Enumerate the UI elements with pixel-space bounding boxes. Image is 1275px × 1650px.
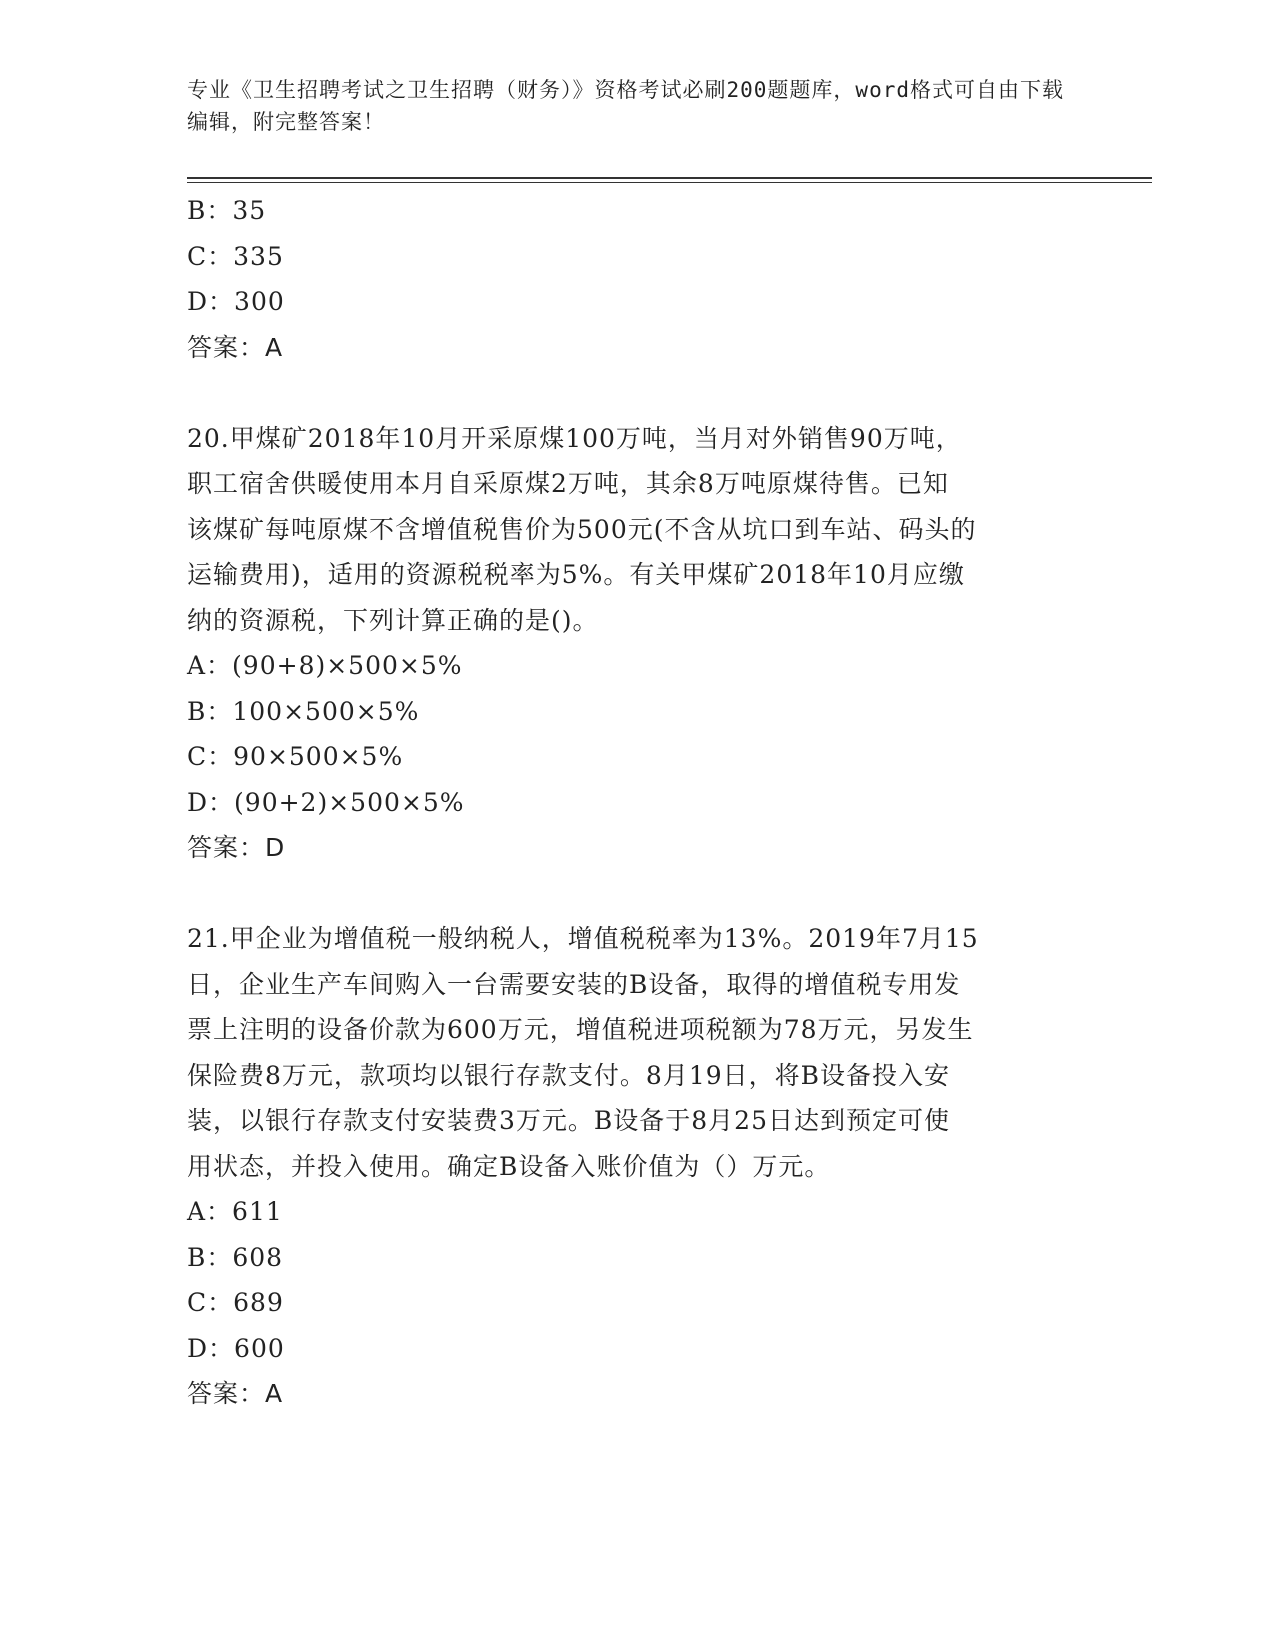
question-text-line: 20.甲煤矿2018年10月开采原煤100万吨，当月对外销售90万吨， [187, 423, 962, 453]
option-d: D：300 [187, 287, 285, 316]
question-text-line: 纳的资源税，下列计算正确的是()。 [187, 605, 599, 635]
option-c: C：90×500×5% [187, 742, 404, 771]
answer-line: 答案：A [187, 332, 284, 362]
option-c: C：689 [187, 1288, 284, 1317]
option-b: B：100×500×5% [187, 696, 420, 726]
header-divider-thin [187, 182, 1152, 183]
question-text-line: 职工宿舍供暖使用本月自采原煤2万吨，其余8万吨原煤待售。已知 [187, 469, 949, 498]
question-text-line: 21.甲企业为增值税一般纳税人，增值税税率为13%。2019年7月15 [187, 924, 979, 953]
question-spacer [187, 871, 1087, 917]
answer-line: 答案：A [187, 1379, 284, 1408]
question-text-line: 运输费用)，适用的资源税税率为5%。有关甲煤矿2018年10月应缴 [187, 560, 965, 589]
question-21 [187, 916, 1087, 1417]
document-body [187, 188, 1087, 1417]
question-text-line: 该煤矿每吨原煤不含增值税售价为500元(不含从坑口到车站、码头的 [187, 514, 977, 544]
question-20 [187, 416, 1087, 871]
option-a: A：611 [187, 1197, 283, 1226]
document-header-title: 专业《卫生招聘考试之卫生招聘（财务）》资格考试必刷200题题库，word格式可自由下载编辑，附完整答案！ [187, 78, 1064, 134]
option-d: D：600 [187, 1333, 285, 1363]
option-c: C：335 [187, 241, 284, 271]
previous-question-tail [187, 188, 1087, 370]
question-text-line: 装，以银行存款支付安装费3万元。B设备于8月25日达到预定可使 [187, 1106, 950, 1135]
option-b: B：608 [187, 1242, 284, 1272]
question-spacer [187, 370, 1087, 416]
option-d: D：(90+2)×500×5% [187, 787, 465, 817]
question-text-line: 日，企业生产车间购入一台需要安装的B设备，取得的增值税专用发 [187, 969, 961, 999]
option-b: B：35 [187, 196, 267, 225]
question-text-line: 用状态，并投入使用。确定B设备入账价值为（）万元。 [187, 1151, 831, 1181]
question-text-line: 保险费8万元，款项均以银行存款支付。8月19日，将B设备投入安 [187, 1060, 950, 1090]
answer-line: 答案：D [187, 833, 286, 862]
header-divider-thick [187, 177, 1152, 179]
option-a: A：(90+8)×500×5% [187, 651, 463, 680]
question-text-line: 票上注明的设备价款为600万元，增值税进项税额为78万元，另发生 [187, 1015, 974, 1044]
